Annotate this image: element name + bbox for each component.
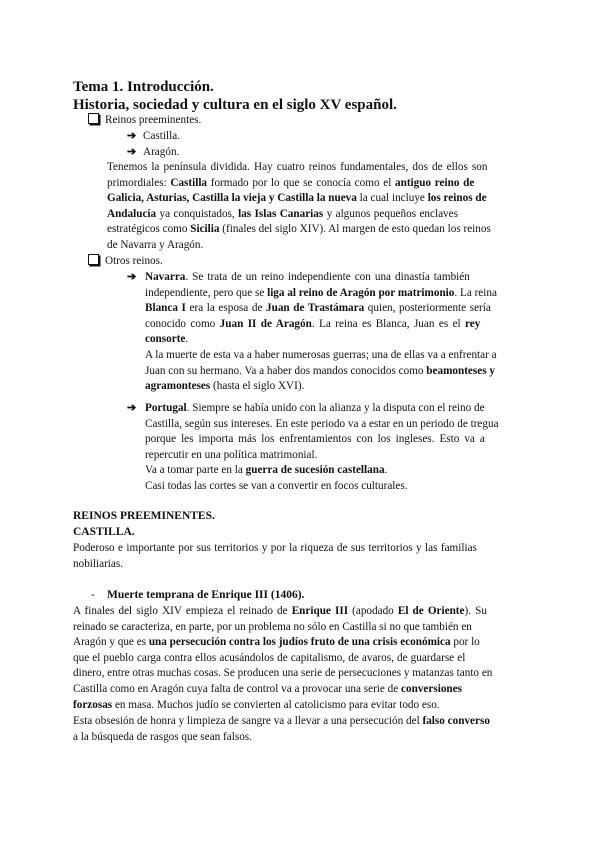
portugal-paragraph: Portugal. Siempre se había unido con la alianza y la disputa con el reino de Castilla, según sus intereses. En este periodo va a estar en un periodo de tregua porque les importa más los enfrentamientos con los ingleses. Esto va a repercutir en una política matrimonial. Va a tomar parte en la guerra de sucesión castellana. Casi todas las cortes se van a convertir en focos culturales. (145, 402, 499, 492)
dash-item-heading: Muerte temprana de Enrique III (1406). (107, 589, 305, 601)
enrique-paragraph: A finales del siglo XIV empieza el reinado de Enrique III (apodado El de Oriente). Su reinado se caracteriza, en parte, por un problema no sólo en Castilla si no que también en Aragón y que es una persecución contra los judíos fruto de una crisis económica por lo que el pueblo carga contra ellos acusándolos de capitalismo, de avaros, de guardarse el dinero, entre otras muchas cosas. Se producen una serie de persecuciones y matanzas tanto en Castilla como en Aragón cuya falta de control va a provocar una serie de conversiones forzosas en masa. Muchos judío se convierten al catolicismo para evitar todo eso. (73, 605, 493, 711)
square-bullet-icon (88, 254, 99, 265)
navarra-paragraph: Navarra. Se trata de un reino independiente con una dinastía también independiente, pero que se liga al reino de Aragón por matrimonio. La reina Blanca I era la esposa de Juan de Trastámara quien, posteriormente sería conocido como Juan II de Aragón. La reina es Blanca, Juan es el rey consorte. A la muerte de esta va a haber numerosas guerras; una de ellas va a enfrentar a Juan con su hermano. Va a haber dos mandos conocidos como beamonteses y agramonteses (hasta el siglo XVI). (145, 271, 497, 393)
section-heading: REINOS PREEMINENTES. (73, 510, 215, 522)
list-item-reinos-preeminentes: Reinos preeminentes. (88, 113, 201, 129)
honra-paragraph: Esta obsesión de honra y limpieza de sangre va a llevar a una persecución del falso converso a la búsqueda de rasgos que sean falsos. (73, 715, 490, 743)
list-item-aragon: ➔ Aragón. (127, 145, 179, 161)
section-subheading: CASTILLA. (73, 526, 135, 538)
arrow-right-icon: ➔ (127, 146, 137, 158)
intro-paragraph: Tenemos la península dividida. Hay cuatro reinos fundamentales, dos de ellos son primordiales: Castilla formado por lo que se conocía como el antiguo reino de Galicia, Asturias, Castilla la vieja y Castilla la nueva la cual incluye los reinos de Andalucía ya conquistados, las Islas Canarias y algunos pequeños enclaves estratégicos como Sicilia (finales del siglo XIV). Al margen de esto quedan los reinos de Navarra y Aragón. (107, 161, 491, 251)
list-item-castilla: ➔ Castilla. (127, 129, 180, 145)
dash-bullet: - (91, 589, 95, 601)
page-subtitle: Historia, sociedad y cultura en el siglo XV español. (73, 97, 397, 113)
list-item-otros-reinos: Otros reinos. (88, 254, 163, 270)
arrow-right-icon: ➔ (127, 130, 137, 142)
page-title: Tema 1. Introducción. (73, 79, 214, 95)
arrow-right-icon: ➔ (127, 402, 137, 414)
castilla-intro: Poderoso e importante por sus territorios y por la riqueza de sus territorios y las familias nobiliarias. (73, 542, 477, 570)
arrow-right-icon: ➔ (127, 271, 137, 283)
square-bullet-icon (88, 113, 99, 124)
